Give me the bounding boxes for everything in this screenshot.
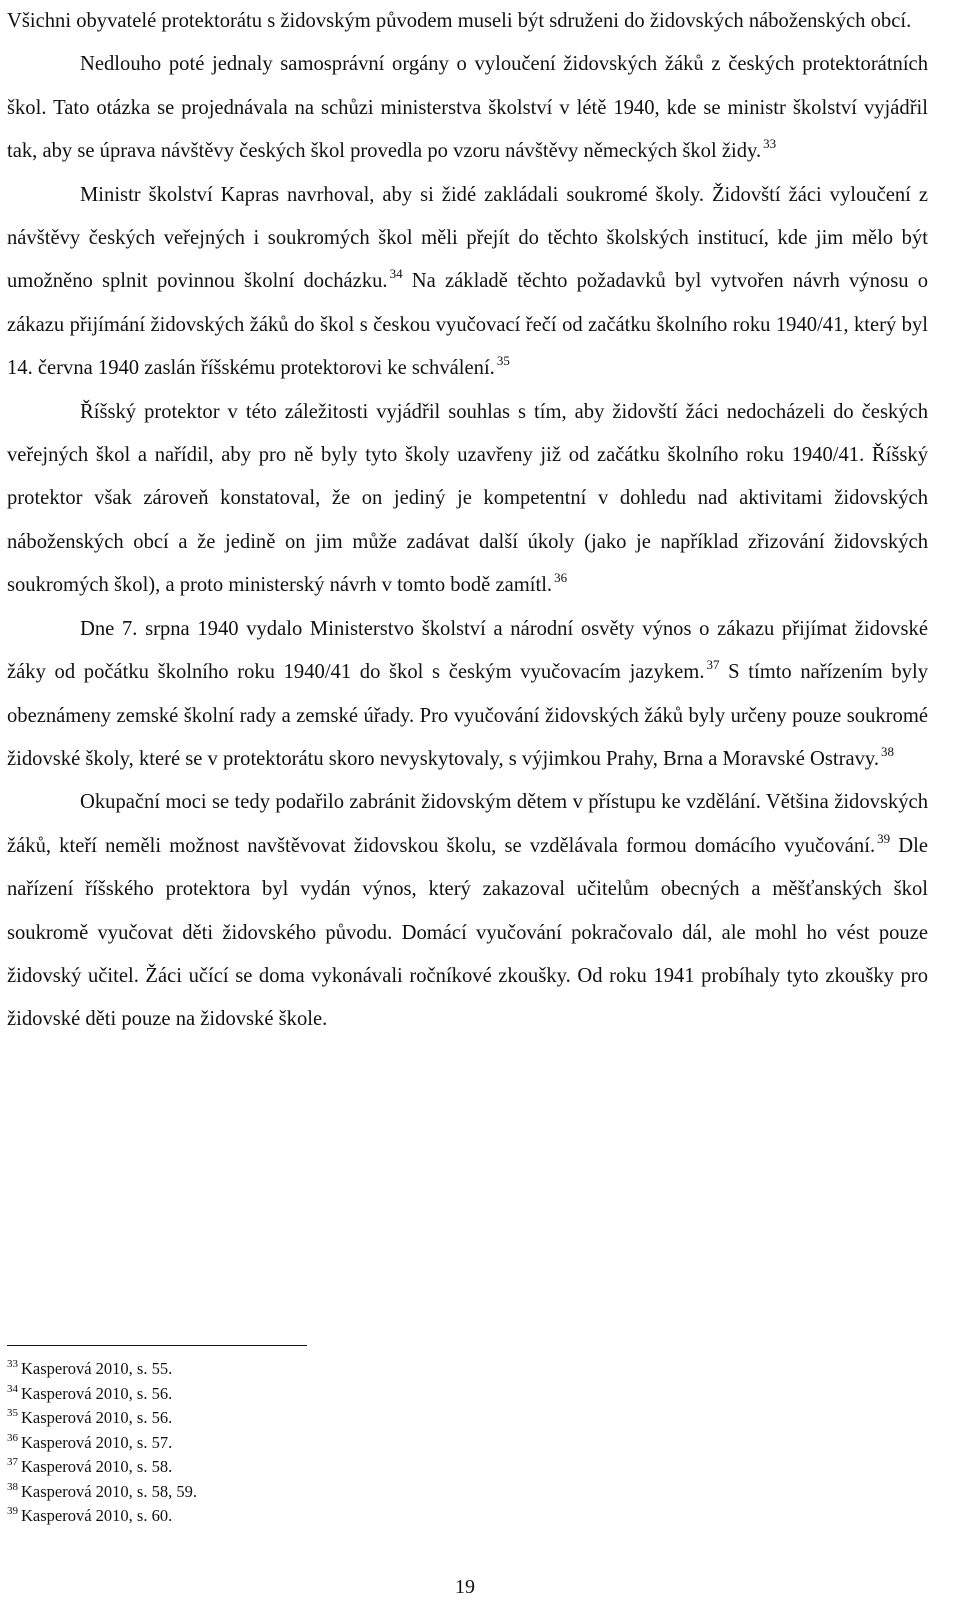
paragraph (7, 43, 928, 173)
paragraph (7, 781, 928, 1041)
paragraph-text: Okupační moci se tedy podařilo zabránit židovským dětem v přístupu ke vzdělání. Většina židovských žáků, kteří neměli možnost navštěvovat židovskou školu, se vzdělávala formou domácího vyučování. (7, 791, 928, 857)
paragraph-text: Dle nařízení říšského protektora byl vydán výnos, který zakazoval učitelům obecných a měšťanských škol soukromě vyučovat děti židovského původu. Domácí vyučování pokračovalo dál, ale mohl ho vést pouze židovský učitel. Žáci učící se doma vykonávali ročníkové zkoušky. Od roku 1941 probíhaly tyto zkoušky pro židovské děti pouze na židovské škole. (7, 834, 928, 1031)
footnote-text: Kasperová 2010, s. 57. (21, 1432, 173, 1452)
footnote-reference[interactable]: 39 (877, 830, 891, 846)
footnote (7, 1406, 607, 1431)
footnote-text: Kasperová 2010, s. 56. (21, 1383, 173, 1403)
footnote (7, 1357, 607, 1382)
footnote-text: Kasperová 2010, s. 58, 59. (21, 1481, 197, 1501)
footnote-text: Kasperová 2010, s. 55. (21, 1359, 173, 1378)
footnote-number: 36 (7, 1431, 18, 1444)
paragraph-text: Na základě těchto požadavků byl vytvořen návrh výnosu o zákazu přijímání židovských žáků do škol s českou vyučovací řečí od začátku školního roku 1940/41, který byl 14. června 1940 zaslán říšskému protektorovi ke schválení. (7, 270, 929, 380)
paragraph (7, 174, 928, 391)
footnote-reference[interactable]: 37 (706, 657, 720, 673)
footnote (7, 1455, 607, 1480)
body-text (7, 0, 928, 1042)
paragraph (7, 391, 928, 608)
footnote-number: 35 (7, 1407, 18, 1419)
footnote-reference[interactable]: 38 (881, 743, 895, 759)
footnote-reference[interactable]: 35 (496, 353, 510, 369)
paragraph (7, 0, 928, 43)
footnote-text: Kasperová 2010, s. 56. (21, 1408, 173, 1427)
footnote (7, 1504, 607, 1529)
paragraph-text: Říšský protektor v této záležitosti vyjádřil souhlas s tím, aby židovští žáci nedocházeli do českých veřejných škol a nařídil, aby pro ně byly tyto školy uzavřeny již od začátku školního roku 1940/41. Říšský protektor však zároveň konstatoval, že on jediný je kompetentní v dohledu nad aktivitami židovských náboženských obcí a že jedině on jim může zadávat další úkoly (jako je například zřizování židovských soukromých škol), a proto ministerský návrh v tomto bodě zamítl. (7, 400, 928, 597)
footnote (7, 1382, 607, 1407)
paragraph-text: Ministr školství Kapras navrhoval, aby si židé zakládali soukromé školy. Židovští žáci vyloučení z návštěvy českých veřejných i soukromých škol měli přejít do těchto školských institucí, kde jim mělo být umožněno splnit povinnou školní docházku. (7, 183, 928, 293)
footnote-number: 39 (7, 1505, 18, 1517)
footnotes (7, 1357, 607, 1529)
footnote-number: 38 (7, 1480, 18, 1493)
paragraph-text: Nedlouho poté jednaly samosprávní orgány o vyloučení židovských žáků z českých protektorátních škol. Tato otázka se projednávala na schůzi ministerstva školství v létě 1940, kde se ministr školství vyjádřil tak, aby se úprava návštěvy českých škol provedla po vzoru návštěvy německých škol židy. (7, 53, 928, 163)
footnote-number: 37 (7, 1456, 18, 1468)
footnote-number: 34 (7, 1382, 18, 1395)
footnote-reference[interactable]: 36 (554, 570, 568, 586)
footnote-reference[interactable]: 33 (763, 136, 777, 152)
footnote-number: 33 (7, 1358, 18, 1370)
footnote (7, 1431, 607, 1456)
page-number: 19 (455, 1576, 475, 1598)
paragraph-text: S tímto nařízením byly obeznámeny zemské školní rady a zemské úřady. Pro vyučování židovských žáků byly určeny pouze soukromé židovské školy, které se v protektorátu skoro nevyskytovaly, s výjimkou Prahy, Brna a Moravské Ostravy. (7, 661, 928, 770)
footnote-reference[interactable]: 34 (389, 266, 403, 282)
footnote-text: Kasperová 2010, s. 60. (21, 1506, 173, 1525)
footnote-separator (7, 1345, 307, 1346)
paragraph-text: Dne 7. srpna 1940 vydalo Ministerstvo školství a národní osvěty výnos o zákazu přijímat židovské žáky od počátku školního roku 1940/41 do škol s českým vyučovacím jazykem. (7, 617, 928, 684)
footnote-text: Kasperová 2010, s. 58. (21, 1457, 173, 1476)
paragraph (7, 608, 928, 782)
footnote (7, 1480, 607, 1505)
paragraph-text: Všichni obyvatelé protektorátu s židovským původem museli být sdruženi do židovských náboženských obcí. (7, 10, 912, 32)
